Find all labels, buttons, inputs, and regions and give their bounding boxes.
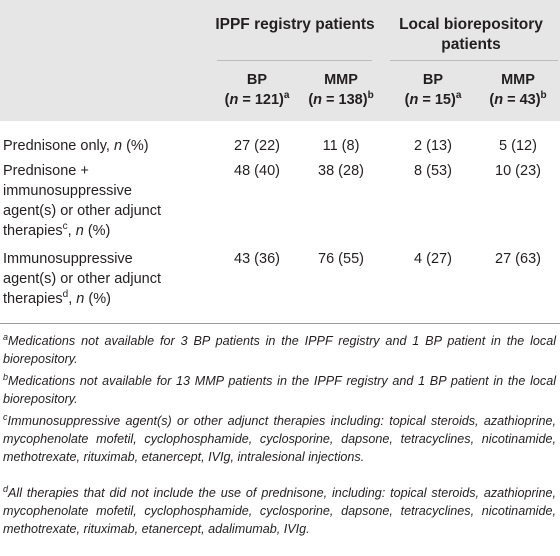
group-header-local: Local biorepository patients bbox=[399, 16, 543, 53]
col-header-label: BP bbox=[422, 72, 444, 88]
col-header-ippf-bp bbox=[214, 70, 300, 110]
col-header-label: BP bbox=[246, 72, 268, 88]
footnote-a: $^a$Medications not available for 3 BP patients in the IPPF registry and 1 BP patient in the local biorepository. bbox=[3, 332, 556, 366]
footnote-b: $^b$Medications not available for 13 MMP patients in the IPPF registry and 1 BP patient in the local biorepository. bbox=[3, 372, 556, 406]
group-underline-local bbox=[390, 60, 558, 61]
col-header-n: (n = 43)$^b$ bbox=[489, 90, 547, 108]
col-header-local-bp bbox=[394, 70, 472, 110]
label-line: Immunosuppressive bbox=[3, 251, 133, 267]
table-cell: 11 (8) bbox=[322, 138, 360, 154]
table-cell: 8 (53) bbox=[414, 163, 452, 179]
col-header-ippf-mmp bbox=[298, 70, 384, 110]
footnote-c: $^c$Immunosuppressive agent(s) or other adjunct therapies including: topical steroids, azathioprine, mycophenolate mofetil, cyclophosphamide, cyclosporine, dapsone, tetracyclines, nicotinamide, methotrexate, rituximab, etanercept, IVIg, intralesional injections. bbox=[3, 412, 556, 464]
table-cell: 48 (40) bbox=[234, 163, 280, 179]
table-cell: 4 (27) bbox=[414, 251, 452, 267]
row-label-prednisone-only: Prednisone only, n (%) bbox=[3, 138, 149, 154]
row-label-prednisone-plus bbox=[3, 161, 218, 241]
row-label-immunosuppressive bbox=[3, 249, 218, 309]
group-underline-ippf bbox=[217, 60, 372, 61]
label-line: Prednisone + bbox=[3, 163, 89, 179]
label-line: immunosuppressive bbox=[3, 183, 132, 199]
label-line: therapies$^d$, n (%) bbox=[3, 289, 111, 307]
col-header-label: MMP bbox=[324, 72, 358, 88]
table-cell: 10 (23) bbox=[495, 163, 541, 179]
col-header-label: MMP bbox=[501, 72, 535, 88]
label-line: therapies$^c$, n (%) bbox=[3, 221, 111, 239]
table-cell: 2 (13) bbox=[414, 138, 452, 154]
table-cell: 5 (12) bbox=[499, 138, 537, 154]
table-cell: 27 (63) bbox=[495, 251, 541, 267]
group-header-ippf: IPPF registry patients bbox=[215, 16, 375, 33]
col-header-local-mmp bbox=[476, 70, 560, 110]
label-line: agent(s) or other adjunct bbox=[3, 203, 161, 219]
table-cell: 38 (28) bbox=[318, 163, 364, 179]
table-cell: 76 (55) bbox=[318, 251, 364, 267]
col-header-n: (n = 121)$^a$ bbox=[224, 90, 290, 108]
table-cell: 43 (36) bbox=[234, 251, 280, 267]
table-bottom-rule bbox=[0, 323, 560, 324]
col-header-n: (n = 15)$^a$ bbox=[404, 90, 462, 108]
footnote-d: $^d$All therapies that did not include the use of prednisone, including: topical steroids, azathioprine, mycophenolate mofetil, cyclophosphamide, cyclosporine, dapsone, tetracyclines, nicotinamide, methotrexate, rituximab, etanercept, adalimumab, IVIg. bbox=[3, 484, 556, 536]
label-line: agent(s) or other adjunct bbox=[3, 271, 161, 287]
table-cell: 27 (22) bbox=[234, 138, 280, 154]
col-header-n: (n = 138)$^b$ bbox=[308, 90, 374, 108]
